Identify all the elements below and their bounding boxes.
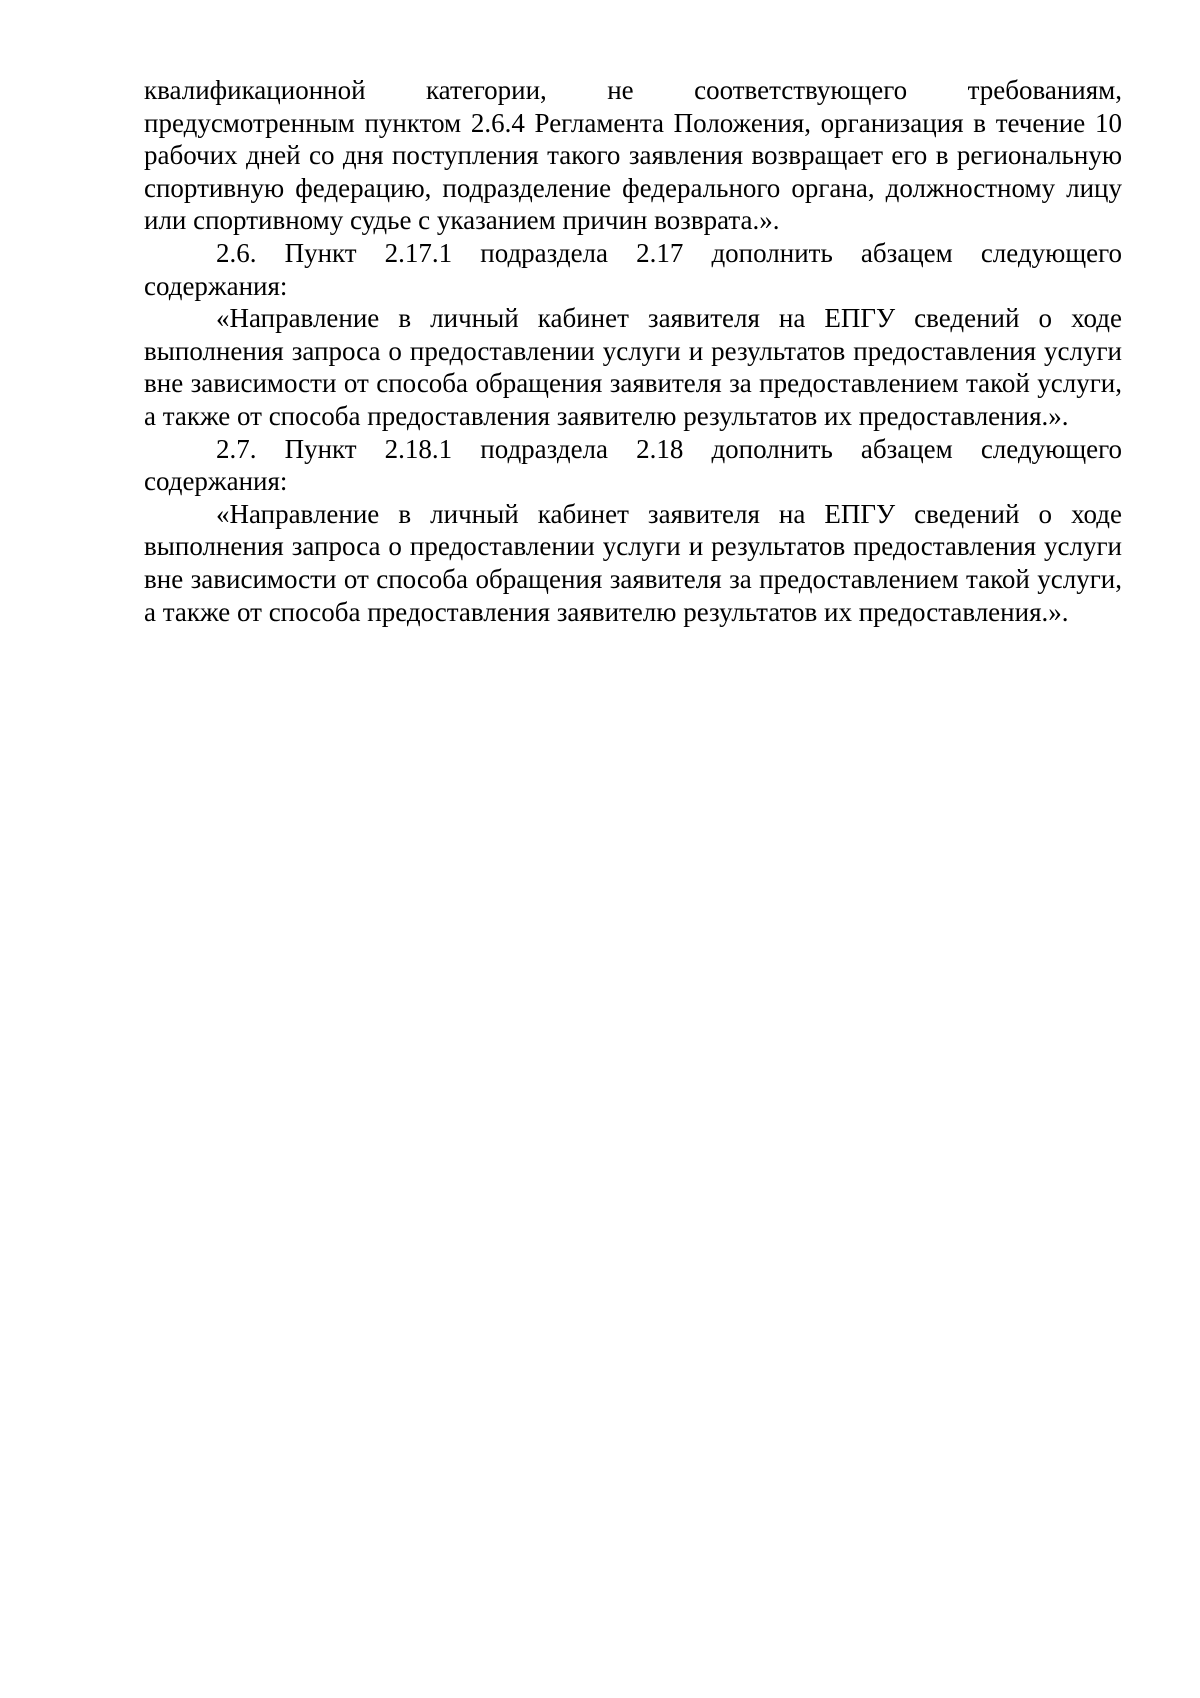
paragraph-item-2-6: 2.6. Пункт 2.17.1 подраздела 2.17 дополнить абзацем следующего содержания:	[144, 237, 1122, 301]
paragraph-quote-2-6: «Направление в личный кабинет заявителя на ЕПГУ сведений о ходе выполнения запроса о предоставлении услуги и результатов предоставления услуги вне зависимости от способа обращения заявителя за предоставлением такой услуги, а также от способа предоставления заявителю результатов их предоставления.».	[144, 303, 1122, 431]
paragraph-item-2-7: 2.7. Пункт 2.18.1 подраздела 2.18 дополнить абзацем следующего содержания:	[144, 433, 1122, 497]
paragraph-continuation: квалификационной категории, не соответствующего требованиям, предусмотренным пунктом 2.6.4 Регламента Положения, организация в течение 10 рабочих дней со дня поступления такого заявления возвращает его в региональную спортивную федерацию, подразделение федерального органа, должностному лицу или спортивному судье с указанием причин возврата.».	[144, 75, 1122, 236]
paragraph-quote-2-7: «Направление в личный кабинет заявителя на ЕПГУ сведений о ходе выполнения запроса о предоставлении услуги и результатов предоставления услуги вне зависимости от способа обращения заявителя за предоставлением такой услуги, а также от способа предоставления заявителю результатов их предоставления.».	[144, 498, 1122, 627]
document-body	[144, 74, 1122, 628]
